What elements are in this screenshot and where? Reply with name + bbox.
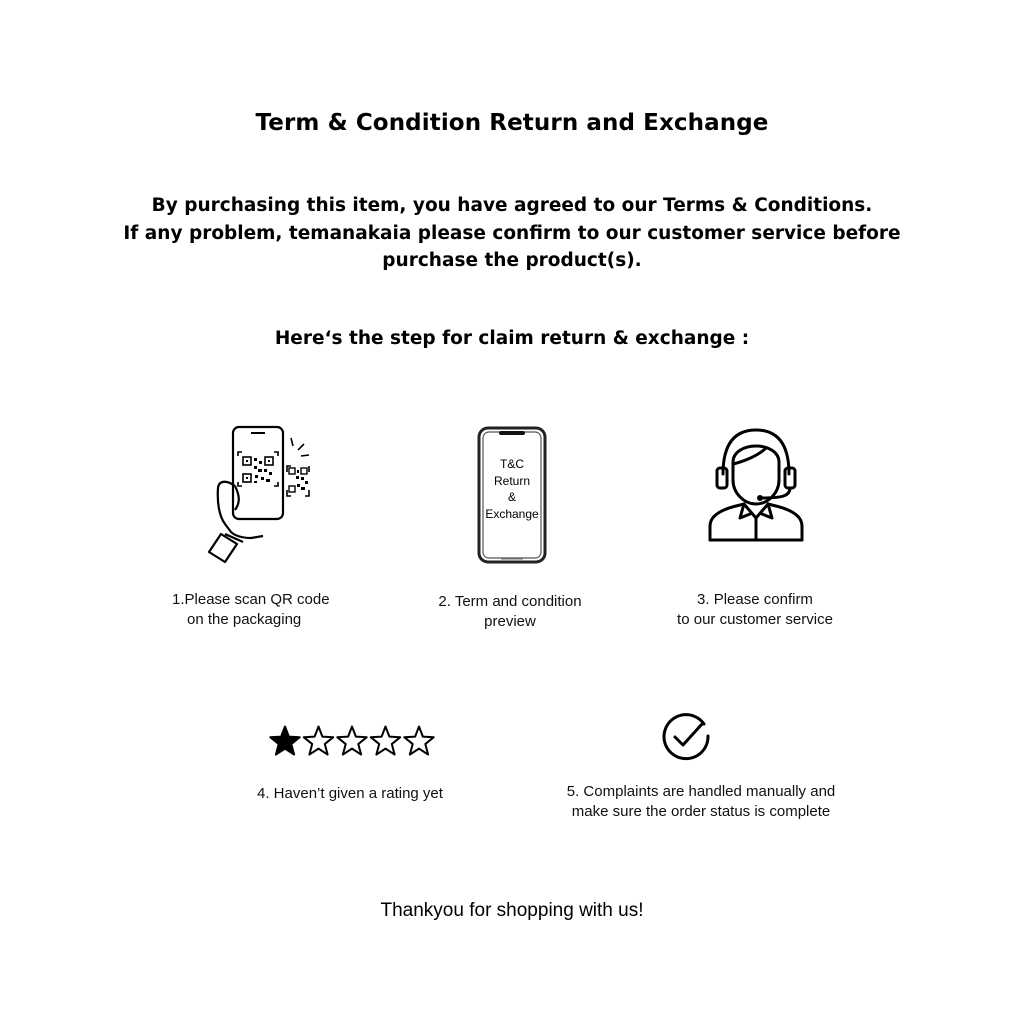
step-2-caption: [410, 592, 610, 632]
qr-scan-phone-icon: [205, 424, 315, 569]
step-1-line: on the packaging: [187, 611, 302, 628]
steps-heading: Here‘s the step for claim return & exchange :: [274, 328, 750, 349]
customer-service-icon: [706, 426, 806, 542]
phone-screen-line: &: [507, 490, 516, 504]
agreement-line: By purchasing this item, you have agreed to our Terms & Conditions.: [151, 195, 873, 216]
agreement-line: If any problem, temanakaia please confirm to our customer service before: [123, 222, 901, 244]
thank-you-text: Thankyou for shopping with us!: [380, 900, 644, 921]
step-3-line: 3. Please confirm: [697, 591, 813, 608]
phone-screen-line: T&C: [500, 457, 524, 471]
step-1-line: 1.Please scan QR code: [172, 591, 330, 608]
star-empty-icon: [404, 727, 433, 755]
check-circle-icon: [660, 710, 712, 762]
star-empty-icon: [304, 727, 333, 755]
step-5-line: 5. Complaints are handled manually and: [566, 783, 836, 800]
step-2-line: 2. Term and condition: [438, 593, 582, 610]
step-4-caption: [257, 784, 443, 804]
star-rating-icon: [268, 724, 436, 760]
agreement-text: [0, 192, 1024, 275]
phone-screen-line: Exchange: [485, 506, 539, 521]
step-4-line: 4. Haven’t given a rating yet: [257, 785, 443, 802]
page-title: Term & Condition Return and Exchange: [255, 110, 769, 136]
phone-screen-text: [481, 456, 543, 522]
star-rating: [268, 724, 436, 760]
star-empty-icon: [337, 727, 366, 755]
step-3-caption: [660, 590, 850, 630]
star-empty-icon: [371, 727, 400, 755]
agreement-line: purchase the product(s).: [382, 250, 642, 271]
step-1-caption: [172, 590, 330, 630]
step-2-line: preview: [484, 613, 536, 630]
step-5-caption: [548, 782, 854, 822]
phone-screen-line: Return: [493, 473, 531, 488]
star-filled-icon: [270, 727, 299, 755]
step-3-line: to our customer service: [677, 611, 833, 628]
step-5-line: make sure the order status is complete: [571, 803, 831, 820]
